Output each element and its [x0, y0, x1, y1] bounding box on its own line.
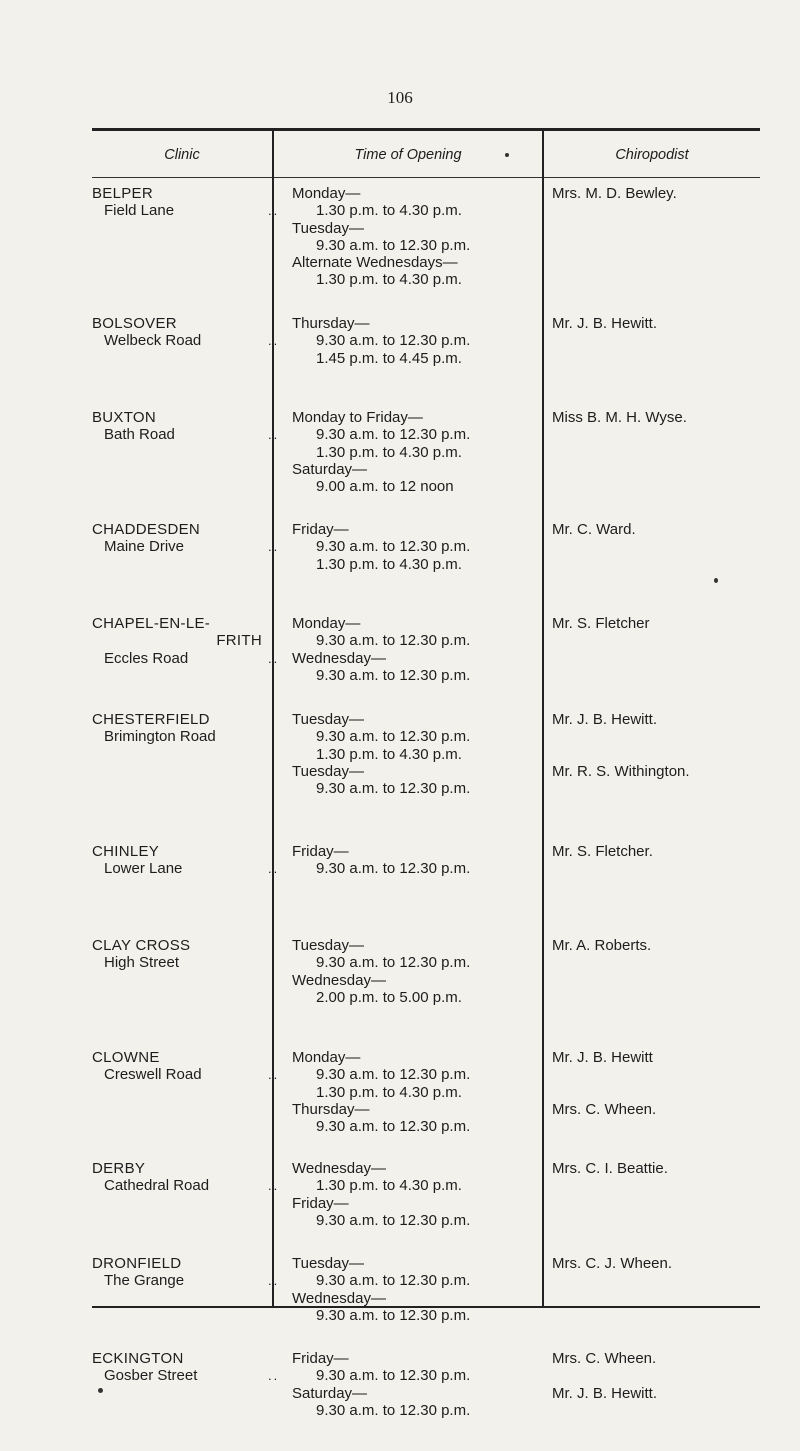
- chiropodist-name: Miss B. M. H. Wyse.: [552, 409, 687, 426]
- clinic-name-line: CLOWNE: [92, 1049, 160, 1066]
- opening-times: [292, 1255, 470, 1324]
- clinic-name: [92, 1160, 145, 1177]
- clinic-address-text: Creswell Road: [104, 1066, 202, 1083]
- chiropodist-name: Mr. A. Roberts.: [552, 937, 652, 954]
- clinic-address: [104, 332, 280, 349]
- clinic-name: [92, 843, 159, 860]
- opening-day: Saturday—: [292, 460, 368, 478]
- leader-dots: ..: [268, 203, 280, 218]
- clinic-name-line: DRONFIELD: [92, 1255, 182, 1272]
- clinic-address-text: Brimington Road: [104, 728, 216, 745]
- opening-day: Tuesday—: [292, 1255, 364, 1272]
- chiropodist-name: Mr. C. Ward.: [552, 521, 636, 538]
- opening-hours: 1.30 p.m. to 4.30 p.m.: [316, 202, 462, 220]
- opening-times: [292, 843, 470, 878]
- opening-day: Thursday—: [292, 315, 370, 332]
- clinic-name-line: BELPER: [92, 185, 153, 202]
- clinic-address-text: Eccles Road: [104, 649, 189, 667]
- clinic-address-text: High Street: [104, 954, 180, 971]
- leader-dots: ..: [268, 650, 280, 666]
- ink-speck: [714, 578, 718, 583]
- page-number: 106: [387, 88, 413, 107]
- leader-dots: ..: [268, 1067, 280, 1082]
- clinic-address: [104, 202, 280, 219]
- opening-day: Wednesday—: [292, 971, 386, 989]
- leader-dots: ..: [268, 861, 280, 876]
- opening-hours: 2.00 p.m. to 5.00 p.m.: [316, 988, 462, 1006]
- clinic-name: [92, 409, 156, 426]
- opening-day: Wednesday—: [292, 1289, 386, 1307]
- chiropodist-name: Mr. S. Fletcher.: [552, 843, 653, 860]
- opening-day: Saturday—: [292, 1384, 368, 1402]
- opening-hours: 9.00 a.m. to 12 noon: [316, 478, 454, 496]
- opening-hours: 1.30 p.m. to 4.30 p.m.: [316, 1083, 462, 1101]
- opening-day: Wednesday—: [292, 1160, 386, 1177]
- opening-day: Tuesday—: [292, 937, 364, 954]
- opening-hours: 9.30 a.m. to 12.30 p.m.: [316, 332, 471, 350]
- leader-dots: ..: [268, 1178, 280, 1193]
- opening-times: [292, 615, 470, 684]
- clinic-name: [92, 185, 153, 202]
- clinic-address-text: Gosber Street: [104, 1367, 198, 1384]
- column-divider-1: [272, 129, 274, 1307]
- opening-hours: 9.30 a.m. to 12.30 p.m.: [316, 728, 471, 746]
- chiropodist-name: Mr. R. S. Withington.: [552, 762, 690, 780]
- clinic-name-line: CHAPEL-EN-LE-: [92, 615, 211, 632]
- clinic-address-text: Bath Road: [104, 426, 175, 443]
- clinic-address-text: Welbeck Road: [104, 332, 202, 349]
- opening-hours: 9.30 a.m. to 12.30 p.m.: [316, 780, 471, 798]
- clinic-name-line: CHESTERFIELD: [92, 711, 210, 728]
- opening-day: Monday—: [292, 185, 361, 202]
- clinic-address-text: Maine Drive: [104, 538, 185, 555]
- clinic-name-line: BOLSOVER: [92, 315, 177, 332]
- header-chiropodist: Chiropodist: [615, 147, 689, 163]
- leader-dots: ..: [268, 1273, 280, 1288]
- opening-day: Friday—: [292, 843, 349, 860]
- clinic-name: [92, 937, 190, 954]
- opening-hours: 1.30 p.m. to 4.30 p.m.: [316, 745, 462, 763]
- table-top-rule: [92, 128, 760, 131]
- opening-day: Monday—: [292, 615, 361, 632]
- opening-times: [292, 185, 470, 289]
- opening-hours: 1.45 p.m. to 4.45 p.m.: [316, 349, 462, 367]
- opening-day: Alternate Wednesdays—: [292, 254, 458, 272]
- chiropodist-name: Mr. J. B. Hewitt.: [552, 1384, 658, 1402]
- clinic-address: [104, 649, 280, 667]
- chiropodist-name: Mrs. C. Wheen.: [552, 1350, 657, 1367]
- opening-times: [292, 1160, 470, 1229]
- opening-day: Tuesday—: [292, 219, 364, 237]
- opening-times: [292, 937, 470, 1006]
- opening-times: [292, 521, 470, 573]
- clinic-name: [92, 711, 210, 728]
- clinic-address: [104, 728, 216, 745]
- opening-hours: 9.30 a.m. to 12.30 p.m.: [316, 1211, 471, 1229]
- header-clinic: Clinic: [164, 147, 200, 163]
- clinic-name-line: ECKINGTON: [92, 1350, 184, 1367]
- chiropodist-name: Mr. J. B. Hewitt.: [552, 315, 658, 332]
- opening-hours: 9.30 a.m. to 12.30 p.m.: [316, 1118, 471, 1136]
- opening-hours: 1.30 p.m. to 4.30 p.m.: [316, 555, 462, 573]
- clinic-address: [104, 426, 280, 443]
- leader-dots: ..: [268, 333, 280, 348]
- leader-dots: ..: [268, 1368, 280, 1383]
- clinic-name-line: CLAY CROSS: [92, 937, 191, 954]
- leader-dots: ..: [268, 539, 280, 554]
- opening-hours: 9.30 a.m. to 12.30 p.m.: [316, 538, 471, 556]
- opening-day: Friday—: [292, 1350, 349, 1367]
- opening-day: Thursday—: [292, 1100, 370, 1118]
- clinic-address: [104, 860, 280, 877]
- opening-hours: 9.30 a.m. to 12.30 p.m.: [316, 632, 471, 650]
- opening-day: Friday—: [292, 521, 349, 538]
- chiropodist-name: Mr. J. B. Hewitt.: [552, 711, 658, 728]
- opening-day: Friday—: [292, 1194, 349, 1212]
- clinic-name: [92, 615, 262, 650]
- header-time-of-opening: Time of Opening: [354, 147, 462, 163]
- clinic-address: [104, 1272, 280, 1289]
- clinic-address-text: Cathedral Road: [104, 1177, 210, 1194]
- clinic-name-line: DERBY: [92, 1160, 146, 1177]
- clinic-address: [104, 1177, 280, 1194]
- opening-day: Monday—: [292, 1049, 361, 1066]
- clinic-address-text: Lower Lane: [104, 860, 183, 877]
- opening-times: [292, 711, 470, 797]
- clinic-address: [104, 1066, 280, 1083]
- opening-hours: 9.30 a.m. to 12.30 p.m.: [316, 426, 471, 444]
- opening-day: Tuesday—: [292, 711, 364, 728]
- opening-hours: 1.30 p.m. to 4.30 p.m.: [316, 443, 462, 461]
- clinic-name-line: FRITH: [216, 632, 262, 650]
- opening-hours: 1.30 p.m. to 4.30 p.m.: [316, 271, 462, 289]
- clinic-name: [92, 1255, 181, 1272]
- clinic-address-text: The Grange: [104, 1272, 185, 1289]
- clinic-name: [92, 1350, 184, 1367]
- opening-times: [292, 315, 470, 367]
- clinic-name: [92, 1049, 160, 1066]
- opening-hours: 9.30 a.m. to 12.30 p.m.: [316, 1306, 471, 1324]
- opening-hours: 9.30 a.m. to 12.30 p.m.: [316, 954, 471, 972]
- clinic-name: [92, 521, 200, 538]
- clinic-name-line: CHADDESDEN: [92, 521, 201, 538]
- chiropodist-name: Mr. S. Fletcher: [552, 615, 650, 632]
- chiropodist-name: Mr. J. B. Hewitt: [552, 1049, 653, 1066]
- clinic-address: [104, 1367, 280, 1384]
- ink-speck: [98, 1388, 103, 1393]
- opening-times: [292, 1049, 470, 1135]
- opening-hours: 9.30 a.m. to 12.30 p.m.: [316, 1401, 471, 1419]
- opening-hours: 1.30 p.m. to 4.30 p.m.: [316, 1177, 462, 1195]
- clinic-name-line: CHINLEY: [92, 843, 160, 860]
- clinic-name-line: BUXTON: [92, 409, 157, 426]
- opening-hours: 9.30 a.m. to 12.30 p.m.: [316, 1272, 471, 1290]
- opening-times: [292, 1350, 470, 1419]
- chiropodist-name: Mrs. C. Wheen.: [552, 1100, 657, 1118]
- opening-hours: 9.30 a.m. to 12.30 p.m.: [316, 236, 471, 254]
- opening-times: [292, 409, 470, 495]
- clinic-address-text: Field Lane: [104, 202, 175, 219]
- opening-hours: 9.30 a.m. to 12.30 p.m.: [316, 1367, 471, 1385]
- opening-day: Monday to Friday—: [292, 409, 423, 426]
- chiropodist-name: Mrs. M. D. Bewley.: [552, 185, 677, 202]
- leader-dots: ..: [268, 427, 280, 442]
- opening-day: Wednesday—: [292, 649, 386, 667]
- clinic-address: [104, 538, 280, 555]
- table-header-rule: [92, 177, 760, 178]
- opening-hours: 9.30 a.m. to 12.30 p.m.: [316, 666, 471, 684]
- opening-day: Tuesday—: [292, 762, 364, 780]
- opening-hours: 9.30 a.m. to 12.30 p.m.: [316, 860, 471, 878]
- opening-hours: 9.30 a.m. to 12.30 p.m.: [316, 1066, 471, 1084]
- clinic-name: [92, 315, 177, 332]
- clinic-address: [104, 954, 179, 971]
- column-divider-2: [542, 129, 544, 1307]
- chiropodist-name: Mrs. C. I. Beattie.: [552, 1160, 668, 1177]
- chiropodist-name: Mrs. C. J. Wheen.: [552, 1255, 673, 1272]
- ink-dot: [505, 153, 509, 157]
